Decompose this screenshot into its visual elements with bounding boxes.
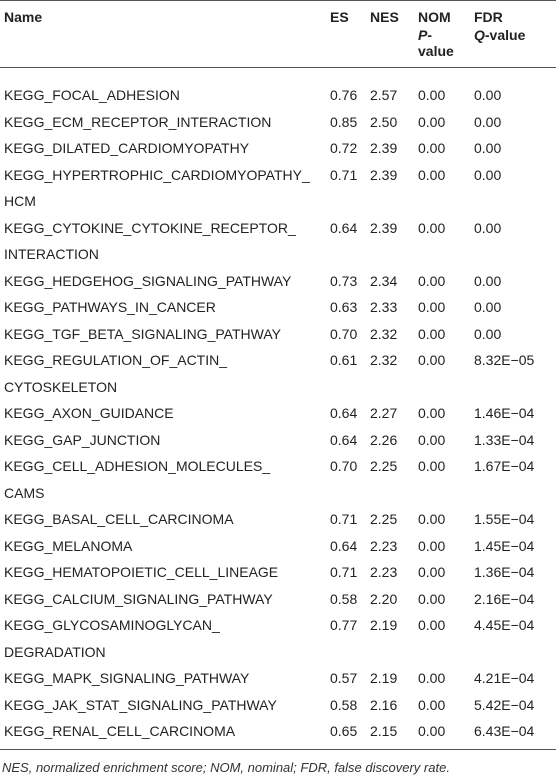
cell-fdr: 0.00: [474, 299, 502, 316]
cell-name: KEGG_HEMATOPOIETIC_CELL_LINEAGE: [4, 564, 279, 581]
header-fdr-q: Q: [474, 27, 485, 43]
cell-es: [328, 639, 366, 666]
cell-es: 0.85: [330, 113, 358, 130]
table-header: [0, 1, 556, 68]
cell-nes: 2.32: [370, 352, 398, 369]
cell-name: KEGG_PATHWAYS_IN_CANCER: [4, 299, 216, 316]
cell-fdr: 1.67E−04: [474, 458, 535, 475]
cell-fdr: 4.21E−04: [474, 670, 535, 687]
table-row: [0, 347, 556, 374]
cell-name: KEGG_MELANOMA: [4, 537, 133, 554]
table-row: [0, 559, 556, 586]
cell-name: KEGG_GAP_JUNCTION: [4, 431, 161, 448]
cell-nom: [414, 480, 470, 507]
cell-nes: [366, 241, 414, 268]
cell-fdr: 6.43E−04: [474, 723, 535, 740]
cell-es: 0.64: [330, 405, 358, 422]
cell-es: [328, 241, 366, 268]
cell-fdr: 0.00: [474, 272, 502, 289]
cell-es: 0.61: [330, 352, 358, 369]
cell-name: KEGG_RENAL_CELL_CARCINOMA: [4, 723, 236, 740]
table-row: [0, 718, 556, 749]
table-row: [0, 188, 556, 215]
cell-name: KEGG_AXON_GUIDANCE: [4, 405, 174, 422]
cell-es: 0.57: [330, 670, 358, 687]
table-row: [0, 321, 556, 348]
table-row: [0, 82, 556, 109]
cell-name: KEGG_REGULATION_OF_ACTIN_: [4, 352, 228, 369]
table-row: [0, 135, 556, 162]
cell-name: CYTOSKELETON: [4, 378, 118, 395]
cell-nom: 0.00: [418, 140, 446, 157]
header-nom-suffix: -value: [418, 27, 454, 59]
cell-fdr: 1.36E−04: [474, 564, 535, 581]
table-row: [0, 162, 556, 189]
cell-fdr: 2.16E−04: [474, 590, 535, 607]
cell-name: KEGG_ECM_RECEPTOR_INTERACTION: [4, 113, 272, 130]
cell-fdr: 0.00: [474, 113, 502, 130]
cell-nom: 0.00: [418, 166, 446, 183]
cell-nes: 2.39: [370, 140, 398, 157]
table-row: [0, 241, 556, 268]
cell-nom: 0.00: [418, 272, 446, 289]
cell-fdr: [470, 188, 556, 215]
table-row: [0, 533, 556, 560]
cell-fdr: [470, 480, 556, 507]
table-row: [0, 453, 556, 480]
cell-name: KEGG_CELL_ADHESION_MOLECULES_: [4, 458, 271, 475]
header-fdr: FDR: [470, 1, 556, 28]
cell-name: KEGG_DILATED_CARDIOMYOPATHY: [4, 140, 250, 157]
cell-nes: 2.50: [370, 113, 398, 130]
cell-es: 0.76: [330, 87, 358, 104]
cell-nom: 0.00: [418, 87, 446, 104]
cell-nes: [366, 639, 414, 666]
cell-name: KEGG_MAPK_SIGNALING_PATHWAY: [4, 670, 250, 687]
cell-fdr: 0.00: [474, 166, 502, 183]
cell-es: [328, 480, 366, 507]
cell-nom: 0.00: [418, 564, 446, 581]
cell-nes: [366, 188, 414, 215]
cell-nom: 0.00: [418, 537, 446, 554]
cell-name: CAMS: [4, 484, 45, 501]
cell-name: KEGG_CYTOKINE_CYTOKINE_RECEPTOR_: [4, 219, 296, 236]
cell-es: [328, 188, 366, 215]
cell-fdr: [470, 639, 556, 666]
cell-name: KEGG_JAK_STAT_SIGNALING_PATHWAY: [4, 696, 277, 713]
header-nom-pvalue: [414, 27, 470, 68]
cell-name: INTERACTION: [4, 246, 99, 263]
header-fdr-suffix: -value: [484, 27, 526, 43]
cell-nes: 2.19: [370, 670, 398, 687]
table-row: [0, 480, 556, 507]
cell-es: 0.71: [330, 511, 358, 528]
cell-nes: 2.33: [370, 299, 398, 316]
cell-es: 0.65: [330, 723, 358, 740]
cell-es: 0.64: [330, 219, 358, 236]
table-row: [0, 294, 556, 321]
cell-nes: 2.27: [370, 405, 398, 422]
cell-nom: 0.00: [418, 723, 446, 740]
cell-nom: [414, 241, 470, 268]
cell-nes: 2.23: [370, 564, 398, 581]
table-row: [0, 215, 556, 242]
cell-fdr: 0.00: [474, 325, 502, 342]
cell-nes: [366, 374, 414, 401]
cell-nes: 2.16: [370, 696, 398, 713]
cell-nom: 0.00: [418, 405, 446, 422]
cell-fdr: [470, 241, 556, 268]
cell-nom: 0.00: [418, 511, 446, 528]
cell-nom: 0.00: [418, 299, 446, 316]
cell-es: 0.77: [330, 617, 358, 634]
cell-es: 0.70: [330, 458, 358, 475]
cell-fdr: 4.45E−04: [474, 617, 535, 634]
cell-nes: 2.57: [370, 87, 398, 104]
cell-fdr: [470, 374, 556, 401]
cell-es: 0.58: [330, 696, 358, 713]
cell-nes: 2.19: [370, 617, 398, 634]
cell-fdr: 0.00: [474, 140, 502, 157]
footnote: NES, normalized enrichment score; NOM, nominal; FDR, false discovery rate.: [0, 749, 556, 775]
cell-nom: 0.00: [418, 352, 446, 369]
cell-es: 0.58: [330, 590, 358, 607]
table-row: [0, 586, 556, 613]
cell-nes: 2.26: [370, 431, 398, 448]
cell-name: KEGG_HYPERTROPHIC_CARDIOMYOPATHY_: [4, 166, 310, 183]
table-row: [0, 374, 556, 401]
cell-nom: 0.00: [418, 696, 446, 713]
cell-fdr: 1.46E−04: [474, 405, 535, 422]
header-nom: NOM: [414, 1, 470, 28]
cell-name: KEGG_FOCAL_ADHESION: [4, 87, 180, 104]
cell-es: 0.73: [330, 272, 358, 289]
table-row: [0, 109, 556, 136]
cell-es: 0.64: [330, 431, 358, 448]
header-nes: NES: [366, 1, 414, 28]
table-row: [0, 268, 556, 295]
cell-nes: 2.32: [370, 325, 398, 342]
header-nom-p: P: [418, 27, 428, 43]
cell-nes: 2.15: [370, 723, 398, 740]
cell-es: 0.71: [330, 166, 358, 183]
cell-nes: 2.25: [370, 458, 398, 475]
header-name: Name: [0, 1, 328, 28]
cell-es: 0.71: [330, 564, 358, 581]
cell-nes: 2.34: [370, 272, 398, 289]
cell-name: HCM: [4, 193, 36, 210]
cell-nes: 2.23: [370, 537, 398, 554]
table-row: [0, 400, 556, 427]
table-row: [0, 639, 556, 666]
cell-nom: [414, 639, 470, 666]
table-row: [0, 692, 556, 719]
cell-es: 0.70: [330, 325, 358, 342]
cell-fdr: 1.55E−04: [474, 511, 535, 528]
cell-fdr: 0.00: [474, 87, 502, 104]
cell-es: 0.72: [330, 140, 358, 157]
cell-name: KEGG_GLYCOSAMINOGLYCAN_: [4, 617, 220, 634]
cell-fdr: 1.33E−04: [474, 431, 535, 448]
cell-fdr: 8.32E−05: [474, 352, 535, 369]
cell-es: 0.63: [330, 299, 358, 316]
cell-nom: 0.00: [418, 219, 446, 236]
cell-nom: 0.00: [418, 670, 446, 687]
table-body: [0, 68, 556, 750]
header-es: ES: [328, 1, 366, 28]
cell-name: KEGG_TGF_BETA_SIGNALING_PATHWAY: [4, 325, 281, 342]
cell-name: DEGRADATION: [4, 643, 106, 660]
cell-fdr: 1.45E−04: [474, 537, 535, 554]
table-row: [0, 665, 556, 692]
cell-fdr: 0.00: [474, 219, 502, 236]
cell-nom: 0.00: [418, 617, 446, 634]
cell-nom: 0.00: [418, 590, 446, 607]
cell-fdr: 5.42E−04: [474, 696, 535, 713]
cell-nom: [414, 188, 470, 215]
cell-es: [328, 374, 366, 401]
header-fdr-qvalue: [470, 27, 556, 68]
table-row: [0, 612, 556, 639]
cell-nes: [366, 480, 414, 507]
cell-nes: 2.25: [370, 511, 398, 528]
cell-nom: [414, 374, 470, 401]
table-row: [0, 506, 556, 533]
cell-nom: 0.00: [418, 458, 446, 475]
cell-nes: 2.39: [370, 219, 398, 236]
cell-nom: 0.00: [418, 431, 446, 448]
cell-nom: 0.00: [418, 113, 446, 130]
cell-name: KEGG_BASAL_CELL_CARCINOMA: [4, 511, 234, 528]
cell-name: KEGG_HEDGEHOG_SIGNALING_PATHWAY: [4, 272, 292, 289]
cell-nom: 0.00: [418, 325, 446, 342]
cell-es: 0.64: [330, 537, 358, 554]
cell-nes: 2.20: [370, 590, 398, 607]
table-row: [0, 427, 556, 454]
cell-name: KEGG_CALCIUM_SIGNALING_PATHWAY: [4, 590, 273, 607]
cell-nes: 2.39: [370, 166, 398, 183]
